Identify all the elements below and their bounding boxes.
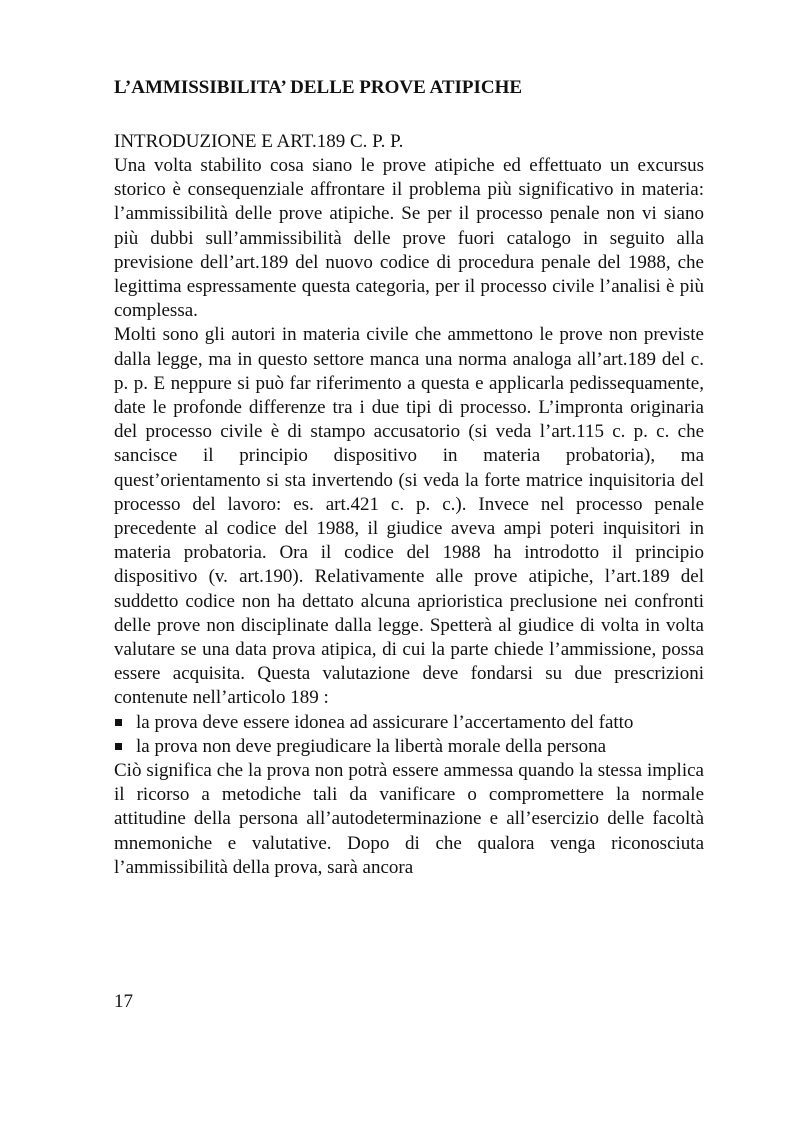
document-page: [114, 76, 704, 880]
bullet-list: [114, 711, 704, 759]
bullet-item: [114, 711, 704, 735]
body-paragraph-3: Ciò significa che la prova non potrà essere ammessa quando la stessa implica il ricorso a metodiche tali da vanificare o compromettere la normale attitudine della persona all’autodeterminazione e all’esercizio delle facoltà mnemoniche e valutative. Dopo di che qualora venga riconosciuta l’ammissibilità della prova, sarà ancora: [114, 760, 704, 878]
square-bullet-icon: [115, 719, 122, 726]
page-number: 17: [114, 991, 133, 1012]
bullet-item: [114, 735, 704, 759]
body-paragraph-2: Molti sono gli autori in materia civile che ammettono le prove non previste dalla legge, ma in questo settore manca una norma analoga all’art.189 del c. p. p. E neppure si può far riferimento a questa e applicarla pedissequamente, date le profonde differenze tra i due tipi di processo. L’impronta originaria del processo civile è di stampo accusatorio (si veda l’art.115 c. p. c. che sancisce il principio dispositivo in materia probatoria), ma quest’orientamento si sta invertendo (si veda la forte matrice inquisitoria del processo del lavoro: es. art.421 c. p. c.). Invece nel processo penale precedente al codice del 1988, il giudice aveva ampi poteri inquisitori in materia probatoria. Ora il codice del 1988 ha introdotto il principio dispositivo (v. art.190). Relativamente alle prove atipiche, l’art.189 del suddetto codice non ha dettato alcuna aprioristica preclusione nei confronti delle prove non disciplinate dalla legge. Spetterà al giudice di volta in volta valutare se una data prova atipica, di cui la parte chiede l’ammissione, possa essere acquisita. Questa valutazione deve fondarsi su due prescrizioni contenute nell’articolo 189 :: [114, 324, 704, 709]
document-title: L’AMMISSIBILITA’ DELLE PROVE ATIPICHE: [114, 77, 523, 98]
bullet-text: la prova deve essere idonea ad assicurare l’accertamento del fatto: [136, 711, 634, 733]
square-bullet-icon: [115, 743, 122, 750]
bullet-text: la prova non deve pregiudicare la libertà morale della persona: [136, 735, 607, 757]
section-heading: INTRODUZIONE E ART.189 C. P. P.: [114, 131, 404, 152]
body-paragraph-1: Una volta stabilito cosa siano le prove atipiche ed effettuato un excursus storico è consequenziale affrontare il problema più significativo in materia: l’ammissibilità delle prove atipiche. Se per il processo penale non vi siano più dubbi sull’ammissibilità delle prove fuori catalogo in seguito alla previsione dell’art.189 del nuovo codice di procedura penale del 1988, che legittima espressamente questa categoria, per il processo civile l’analisi è più complessa.: [114, 155, 704, 322]
